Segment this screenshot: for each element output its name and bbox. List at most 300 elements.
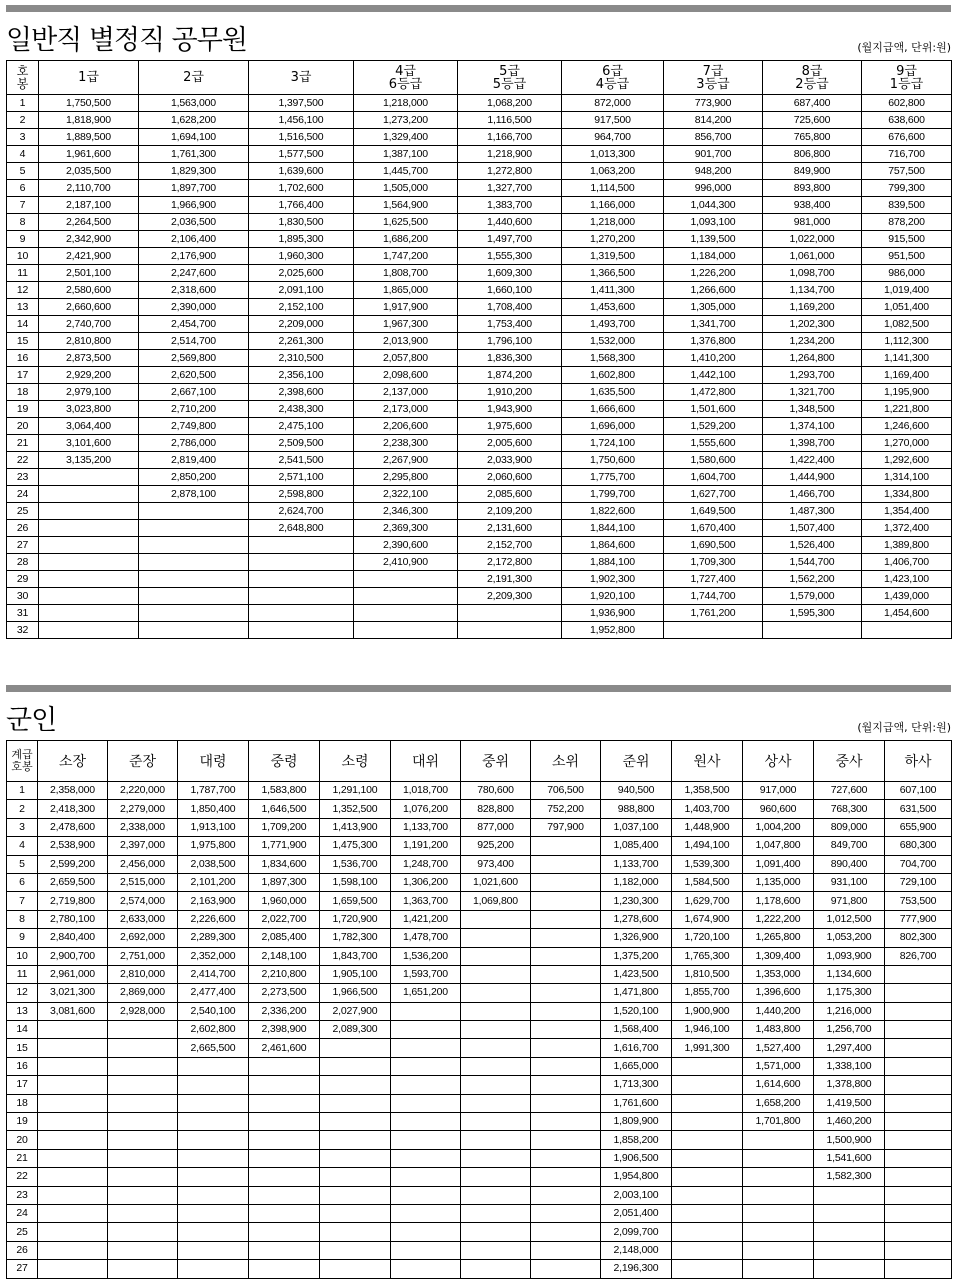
salary-cell: 1,701,800	[743, 1113, 814, 1131]
salary-cell: 940,500	[601, 782, 672, 800]
salary-cell: 1,602,800	[562, 367, 664, 384]
salary-cell: 2,438,300	[249, 401, 354, 418]
salary-cell: 1,501,600	[664, 401, 763, 418]
salary-cell: 2,099,700	[601, 1223, 672, 1241]
salary-cell: 757,500	[862, 163, 952, 180]
salary-cell: 2,509,500	[249, 435, 354, 452]
salary-cell: 1,222,200	[743, 910, 814, 928]
salary-cell: 1,541,600	[814, 1149, 885, 1167]
section-divider-bar	[6, 685, 951, 692]
salary-cell: 1,864,600	[562, 537, 664, 554]
salary-cell: 2,810,000	[108, 965, 178, 983]
salary-cell	[743, 1223, 814, 1241]
salary-cell: 2,421,900	[39, 248, 139, 265]
salary-cell: 2,751,000	[108, 947, 178, 965]
salary-cell: 716,700	[862, 146, 952, 163]
salary-cell	[885, 1039, 952, 1057]
salary-cell: 1,478,700	[391, 929, 461, 947]
salary-cell	[885, 1204, 952, 1222]
salary-cell	[354, 588, 458, 605]
table-row	[7, 248, 952, 265]
salary-cell: 1,093,900	[814, 947, 885, 965]
salary-cell	[531, 1113, 601, 1131]
step-number-cell: 30	[7, 588, 39, 605]
salary-cell	[461, 1002, 531, 1020]
salary-cell: 1,442,100	[664, 367, 763, 384]
table-row	[7, 537, 952, 554]
salary-cell: 1,850,400	[178, 800, 249, 818]
step-number-cell: 7	[7, 892, 38, 910]
table-row	[7, 401, 952, 418]
salary-cell: 1,782,300	[320, 929, 391, 947]
table-row	[7, 469, 952, 486]
salary-cell: 680,300	[885, 837, 952, 855]
salary-cell: 1,175,300	[814, 984, 885, 1002]
salary-cell	[531, 1076, 601, 1094]
salary-cell: 1,829,300	[139, 163, 249, 180]
salary-cell: 826,700	[885, 947, 952, 965]
step-number-cell: 15	[7, 333, 39, 350]
salary-cell: 1,411,300	[562, 282, 664, 299]
salary-cell: 2,515,000	[108, 873, 178, 891]
salary-cell: 1,787,700	[178, 782, 249, 800]
salary-cell	[320, 1076, 391, 1094]
salary-cell: 1,713,300	[601, 1076, 672, 1094]
table-row	[7, 1021, 952, 1039]
salary-cell: 1,398,700	[763, 435, 862, 452]
military-header	[6, 692, 951, 740]
table-row	[7, 800, 952, 818]
salary-cell	[814, 1241, 885, 1259]
salary-cell	[39, 486, 139, 503]
step-number-cell: 24	[7, 486, 39, 503]
salary-cell: 1,604,700	[664, 469, 763, 486]
salary-cell	[108, 1168, 178, 1186]
salary-cell: 2,057,800	[354, 350, 458, 367]
salary-cell	[743, 1149, 814, 1167]
salary-cell: 1,218,000	[562, 214, 664, 231]
column-header: 원사	[672, 741, 743, 782]
salary-cell	[178, 1094, 249, 1112]
salary-cell	[672, 1204, 743, 1222]
salary-cell	[672, 1149, 743, 1167]
salary-cell: 2,210,800	[249, 965, 320, 983]
salary-cell: 2,648,800	[249, 520, 354, 537]
military-title: 군인	[6, 705, 57, 736]
salary-cell: 1,134,600	[814, 965, 885, 983]
salary-cell: 2,187,100	[39, 197, 139, 214]
salary-cell: 2,358,000	[38, 782, 108, 800]
salary-cell: 1,421,200	[391, 910, 461, 928]
salary-cell: 2,036,500	[139, 214, 249, 231]
salary-cell: 1,178,600	[743, 892, 814, 910]
salary-cell: 1,844,100	[562, 520, 664, 537]
salary-cell: 2,514,700	[139, 333, 249, 350]
civil-salary-table	[6, 60, 952, 639]
salary-cell	[885, 1094, 952, 1112]
salary-cell	[458, 605, 562, 622]
salary-cell	[178, 1113, 249, 1131]
salary-cell: 1,536,200	[391, 947, 461, 965]
salary-cell	[531, 1039, 601, 1057]
table-row	[7, 95, 952, 112]
salary-cell: 1,649,500	[664, 503, 763, 520]
salary-cell: 1,966,500	[320, 984, 391, 1002]
salary-cell: 1,544,700	[763, 554, 862, 571]
column-header: 소장	[38, 741, 108, 782]
salary-cell: 687,400	[763, 95, 862, 112]
step-number-cell: 19	[7, 1113, 38, 1131]
salary-cell	[320, 1149, 391, 1167]
salary-cell: 1,564,900	[354, 197, 458, 214]
salary-cell: 765,800	[763, 129, 862, 146]
salary-cell	[391, 1002, 461, 1020]
military-unit-note: (월지급액, 단위:원)	[857, 721, 951, 734]
salary-cell: 1,639,600	[249, 163, 354, 180]
salary-cell: 971,800	[814, 892, 885, 910]
salary-cell	[178, 1204, 249, 1222]
salary-cell: 1,278,600	[601, 910, 672, 928]
salary-cell	[531, 1168, 601, 1186]
salary-cell: 1,902,300	[562, 571, 664, 588]
salary-cell	[461, 1260, 531, 1278]
salary-cell	[391, 1149, 461, 1167]
salary-cell: 2,051,400	[601, 1204, 672, 1222]
salary-cell: 2,264,500	[39, 214, 139, 231]
salary-cell: 917,000	[743, 782, 814, 800]
corner-header: 계급 호봉	[7, 741, 38, 782]
table-row	[7, 384, 952, 401]
salary-cell	[139, 571, 249, 588]
salary-cell: 877,000	[461, 818, 531, 836]
step-number-cell: 26	[7, 520, 39, 537]
salary-cell	[885, 1260, 952, 1278]
salary-cell: 2,538,900	[38, 837, 108, 855]
salary-cell	[862, 622, 952, 639]
salary-cell: 2,346,300	[354, 503, 458, 520]
salary-cell: 1,383,700	[458, 197, 562, 214]
salary-cell: 1,629,700	[672, 892, 743, 910]
salary-cell: 729,100	[885, 873, 952, 891]
step-number-cell: 19	[7, 401, 39, 418]
step-number-cell: 23	[7, 469, 39, 486]
step-number-cell: 25	[7, 1223, 38, 1241]
salary-cell: 2,206,600	[354, 418, 458, 435]
salary-cell	[39, 469, 139, 486]
salary-cell	[39, 503, 139, 520]
step-number-cell: 5	[7, 855, 38, 873]
table-row	[7, 782, 952, 800]
salary-cell	[885, 965, 952, 983]
salary-cell: 901,700	[664, 146, 763, 163]
salary-cell: 1,297,400	[814, 1039, 885, 1057]
salary-cell: 2,454,700	[139, 316, 249, 333]
salary-cell: 1,166,700	[458, 129, 562, 146]
salary-cell: 2,900,700	[38, 947, 108, 965]
step-number-cell: 9	[7, 231, 39, 248]
salary-cell: 2,356,100	[249, 367, 354, 384]
salary-cell: 1,516,500	[249, 129, 354, 146]
step-number-cell: 21	[7, 435, 39, 452]
salary-cell: 2,929,200	[39, 367, 139, 384]
salary-cell	[391, 1021, 461, 1039]
table-row	[7, 1094, 952, 1112]
salary-cell: 1,466,700	[763, 486, 862, 503]
column-header: 중사	[814, 741, 885, 782]
salary-cell: 727,600	[814, 782, 885, 800]
salary-cell	[458, 622, 562, 639]
salary-cell: 1,068,200	[458, 95, 562, 112]
salary-cell	[885, 1186, 952, 1204]
salary-cell: 1,910,200	[458, 384, 562, 401]
salary-cell	[354, 571, 458, 588]
salary-cell	[531, 1223, 601, 1241]
salary-cell: 849,900	[763, 163, 862, 180]
step-number-cell: 8	[7, 214, 39, 231]
salary-cell: 1,022,000	[763, 231, 862, 248]
salary-cell: 1,563,000	[139, 95, 249, 112]
salary-cell: 1,053,200	[814, 929, 885, 947]
salary-cell: 1,582,300	[814, 1168, 885, 1186]
table-row	[7, 947, 952, 965]
salary-cell	[531, 1241, 601, 1259]
salary-cell: 1,306,200	[391, 873, 461, 891]
salary-cell: 1,954,800	[601, 1168, 672, 1186]
salary-cell	[531, 1204, 601, 1222]
table-row	[7, 350, 952, 367]
salary-cell	[38, 1149, 108, 1167]
salary-cell	[108, 1039, 178, 1057]
salary-cell: 1,061,000	[763, 248, 862, 265]
salary-cell: 2,336,200	[249, 1002, 320, 1020]
step-number-cell: 17	[7, 367, 39, 384]
salary-cell	[108, 1223, 178, 1241]
salary-cell: 931,100	[814, 873, 885, 891]
table-row	[7, 197, 952, 214]
salary-cell: 3,081,600	[38, 1002, 108, 1020]
salary-cell	[391, 1039, 461, 1057]
salary-cell: 1,874,200	[458, 367, 562, 384]
salary-cell	[39, 554, 139, 571]
salary-cell: 780,600	[461, 782, 531, 800]
table-row	[7, 929, 952, 947]
salary-cell: 2,710,200	[139, 401, 249, 418]
salary-cell: 2,060,600	[458, 469, 562, 486]
salary-cell	[178, 1076, 249, 1094]
salary-cell: 1,991,300	[672, 1039, 743, 1057]
step-number-cell: 31	[7, 605, 39, 622]
table-row	[7, 910, 952, 928]
salary-cell: 1,497,700	[458, 231, 562, 248]
salary-cell	[249, 1241, 320, 1259]
salary-cell: 1,423,100	[862, 571, 952, 588]
step-number-cell: 12	[7, 282, 39, 299]
salary-cell: 2,003,100	[601, 1186, 672, 1204]
salary-cell: 2,196,300	[601, 1260, 672, 1278]
table-row	[7, 163, 952, 180]
salary-cell: 2,173,000	[354, 401, 458, 418]
salary-cell: 1,341,700	[664, 316, 763, 333]
salary-cell: 704,700	[885, 855, 952, 873]
salary-cell: 1,580,600	[664, 452, 763, 469]
step-number-cell: 7	[7, 197, 39, 214]
salary-cell: 1,291,100	[320, 782, 391, 800]
salary-cell	[672, 1223, 743, 1241]
table-row	[7, 316, 952, 333]
salary-cell	[885, 1241, 952, 1259]
step-number-cell: 18	[7, 384, 39, 401]
salary-cell	[743, 1260, 814, 1278]
salary-cell	[461, 984, 531, 1002]
salary-cell: 2,220,000	[108, 782, 178, 800]
salary-cell: 1,230,300	[601, 892, 672, 910]
salary-cell: 777,900	[885, 910, 952, 928]
salary-cell: 2,633,000	[108, 910, 178, 928]
salary-cell: 2,979,100	[39, 384, 139, 401]
salary-cell	[38, 1076, 108, 1094]
salary-cell: 2,267,900	[354, 452, 458, 469]
salary-cell	[320, 1057, 391, 1075]
salary-cell	[461, 1149, 531, 1167]
salary-cell: 2,410,900	[354, 554, 458, 571]
salary-cell: 2,209,000	[249, 316, 354, 333]
salary-cell: 1,305,000	[664, 299, 763, 316]
salary-cell: 1,720,100	[672, 929, 743, 947]
salary-cell	[38, 1039, 108, 1057]
table-row	[7, 367, 952, 384]
salary-cell: 2,342,900	[39, 231, 139, 248]
salary-cell: 2,238,300	[354, 435, 458, 452]
salary-cell: 1,218,000	[354, 95, 458, 112]
salary-cell: 1,082,500	[862, 316, 952, 333]
salary-cell	[320, 1131, 391, 1149]
salary-cell	[38, 1204, 108, 1222]
table-row	[7, 265, 952, 282]
table-row	[7, 180, 952, 197]
salary-cell	[461, 1057, 531, 1075]
salary-cell: 2,191,300	[458, 571, 562, 588]
salary-cell: 1,709,300	[664, 554, 763, 571]
table-row	[7, 1113, 952, 1131]
salary-cell: 1,270,000	[862, 435, 952, 452]
salary-cell: 773,900	[664, 95, 763, 112]
salary-cell: 1,270,200	[562, 231, 664, 248]
salary-cell: 960,600	[743, 800, 814, 818]
salary-cell: 655,900	[885, 818, 952, 836]
column-header: 2급	[139, 61, 249, 95]
civil-header	[6, 12, 951, 60]
salary-cell: 602,800	[862, 95, 952, 112]
table-row	[7, 435, 952, 452]
salary-cell: 1,292,600	[862, 452, 952, 469]
salary-cell: 1,686,200	[354, 231, 458, 248]
salary-cell: 768,300	[814, 800, 885, 818]
salary-cell	[531, 1260, 601, 1278]
salary-cell: 725,600	[763, 112, 862, 129]
step-number-cell: 21	[7, 1149, 38, 1167]
salary-cell: 1,448,900	[672, 818, 743, 836]
salary-cell: 1,577,500	[249, 146, 354, 163]
salary-cell: 1,917,900	[354, 299, 458, 316]
salary-cell: 2,148,000	[601, 1241, 672, 1259]
salary-cell: 1,338,100	[814, 1057, 885, 1075]
salary-cell: 2,869,000	[108, 984, 178, 1002]
salary-cell	[743, 1241, 814, 1259]
table-row	[7, 605, 952, 622]
salary-cell: 607,100	[885, 782, 952, 800]
salary-cell: 938,400	[763, 197, 862, 214]
salary-cell: 893,800	[763, 180, 862, 197]
salary-cell: 1,646,500	[249, 800, 320, 818]
salary-cell: 986,000	[862, 265, 952, 282]
table-row	[7, 1039, 952, 1057]
salary-cell	[391, 1131, 461, 1149]
salary-cell	[461, 965, 531, 983]
step-number-cell: 24	[7, 1204, 38, 1222]
salary-cell	[320, 1168, 391, 1186]
salary-cell: 2,873,500	[39, 350, 139, 367]
salary-cell	[320, 1241, 391, 1259]
salary-cell	[814, 1260, 885, 1278]
salary-cell: 2,152,100	[249, 299, 354, 316]
step-number-cell: 1	[7, 782, 38, 800]
salary-cell: 2,786,000	[139, 435, 249, 452]
salary-cell: 2,397,000	[108, 837, 178, 855]
salary-cell	[461, 910, 531, 928]
salary-cell	[320, 1094, 391, 1112]
salary-cell: 1,354,400	[862, 503, 952, 520]
salary-cell: 1,051,400	[862, 299, 952, 316]
salary-cell: 1,539,300	[672, 855, 743, 873]
salary-cell: 1,410,200	[664, 350, 763, 367]
salary-cell	[391, 1204, 461, 1222]
salary-cell: 1,264,800	[763, 350, 862, 367]
salary-cell: 1,406,700	[862, 554, 952, 571]
salary-cell: 2,740,700	[39, 316, 139, 333]
salary-cell: 706,500	[531, 782, 601, 800]
salary-cell	[249, 1149, 320, 1167]
salary-cell	[391, 1260, 461, 1278]
salary-cell: 839,500	[862, 197, 952, 214]
salary-cell: 1,500,900	[814, 1131, 885, 1149]
salary-cell: 2,501,100	[39, 265, 139, 282]
salary-cell: 2,338,000	[108, 818, 178, 836]
salary-cell: 1,396,600	[743, 984, 814, 1002]
salary-cell: 1,348,500	[763, 401, 862, 418]
salary-cell	[39, 605, 139, 622]
salary-cell	[139, 537, 249, 554]
salary-cell	[664, 622, 763, 639]
salary-cell: 1,799,700	[562, 486, 664, 503]
column-header: 3급	[249, 61, 354, 95]
salary-cell	[354, 605, 458, 622]
salary-cell: 1,952,800	[562, 622, 664, 639]
salary-cell: 1,098,700	[763, 265, 862, 282]
table-row	[7, 622, 952, 639]
column-header: 준위	[601, 741, 672, 782]
salary-cell: 1,960,000	[249, 892, 320, 910]
salary-cell: 2,322,100	[354, 486, 458, 503]
salary-cell: 2,247,600	[139, 265, 249, 282]
salary-cell: 1,135,000	[743, 873, 814, 891]
salary-cell: 1,248,700	[391, 855, 461, 873]
salary-cell: 1,329,400	[354, 129, 458, 146]
salary-cell: 1,494,100	[672, 837, 743, 855]
salary-cell	[320, 1260, 391, 1278]
salary-cell	[249, 1204, 320, 1222]
salary-cell: 1,475,300	[320, 837, 391, 855]
salary-cell: 1,583,800	[249, 782, 320, 800]
